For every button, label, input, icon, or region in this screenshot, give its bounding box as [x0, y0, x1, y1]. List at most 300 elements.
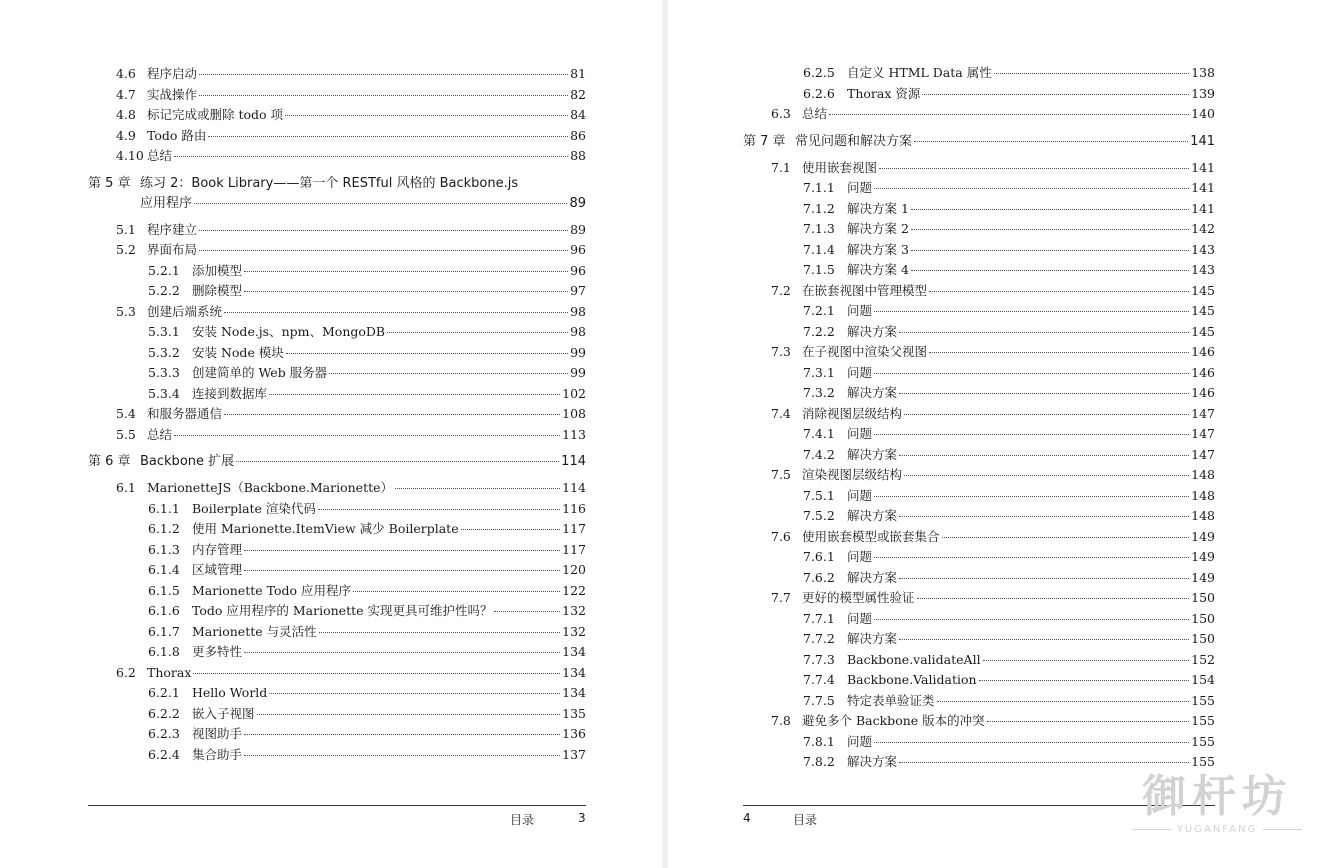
entry-title: 在嵌套视图中管理模型: [802, 282, 928, 298]
entry-title: 更好的模型属性验证: [802, 590, 915, 605]
toc-subsection-entry[interactable]: [743, 84, 1215, 105]
entry-title: 避免多个 Backbone 版本的冲突: [802, 713, 985, 728]
page-number: 89: [570, 221, 586, 237]
entry-title: Boilerplate 渲染代码: [192, 500, 316, 516]
toc-subsection-entry[interactable]: [743, 260, 1215, 281]
entry-title: 区域管理: [192, 562, 243, 577]
entry-title: 渲染视图层级结构: [802, 467, 903, 482]
entry-number: 5.3.2: [148, 344, 180, 360]
leader-dots: [874, 311, 1189, 312]
toc-subsection-entry[interactable]: [88, 281, 586, 302]
toc-section-entry[interactable]: [743, 342, 1215, 363]
entry-number: 5.3.1: [148, 324, 180, 339]
leader-dots: [224, 414, 560, 415]
toc-subsection-entry[interactable]: [88, 601, 586, 622]
chapter-title-cont: 应用程序: [140, 195, 193, 211]
leader-dots: [899, 578, 1189, 579]
entry-title: Todo 应用程序的 Marionette 实现更具可维护性吗？: [192, 603, 493, 618]
toc-section-entry[interactable]: [88, 478, 586, 499]
entry-title: 解决方案: [847, 754, 898, 769]
entry-number: 7.4.1: [803, 426, 835, 441]
toc-subsection-entry[interactable]: [743, 199, 1215, 220]
entry-title: 添加模型: [192, 262, 243, 278]
entry-title: Marionette 与灵活性: [192, 623, 317, 639]
toc-subsection-entry[interactable]: [743, 240, 1215, 261]
entry-title: 自定义 HTML Data 属性: [847, 65, 992, 80]
entry-number: 5.2: [116, 242, 136, 257]
entry-number: 7.8: [771, 713, 791, 728]
page-number: 82: [570, 86, 586, 102]
watermark-logo: [1132, 770, 1302, 835]
leader-dots: [236, 461, 559, 462]
page-number: 141: [1191, 159, 1215, 175]
leader-dots: [994, 73, 1189, 74]
toc-section-entry[interactable]: [743, 281, 1215, 302]
page-number: 149: [1191, 549, 1215, 564]
entry-number: 6.2.6: [803, 85, 835, 101]
toc-subsection-entry[interactable]: [88, 622, 586, 643]
page-number: 145: [1191, 323, 1215, 339]
entry-title: 解决方案: [847, 446, 898, 462]
entry-number: 6.1.5: [148, 582, 180, 598]
page-number: 141: [1190, 133, 1215, 149]
leader-dots: [922, 94, 1189, 95]
leader-dots: [224, 312, 568, 313]
entry-number: 6.2.3: [148, 726, 180, 741]
entry-number: 7.2: [771, 282, 791, 298]
entry-title: 集合助手: [192, 746, 243, 762]
chapter-number: 第 5 章: [88, 175, 131, 191]
leader-dots: [929, 352, 1189, 353]
page-number: 116: [562, 500, 586, 516]
page-number: 155: [1191, 713, 1215, 728]
toc-list-left: [88, 64, 586, 765]
page-number: 150: [1191, 631, 1215, 646]
entry-number: 7.7.4: [803, 672, 835, 687]
footer-page-number: 4: [743, 811, 751, 825]
entry-title: 常见问题和解决方案: [795, 133, 913, 149]
page-number: 140: [1191, 106, 1215, 121]
entry-number: 7.7.5: [803, 692, 835, 708]
toc-section-entry[interactable]: [743, 404, 1215, 425]
entry-number: 5.4: [116, 406, 136, 421]
entry-number: 7.1.5: [803, 262, 835, 277]
leader-dots: [874, 742, 1189, 743]
entry-number: 6.1: [116, 480, 136, 495]
entry-number: 5.1: [116, 221, 136, 237]
entry-title: 使用嵌套模型或嵌套集合: [802, 528, 940, 544]
leader-dots: [874, 619, 1189, 620]
toc-subsection-entry[interactable]: [743, 219, 1215, 240]
leader-dots: [244, 291, 568, 292]
page-number: 147: [1191, 426, 1215, 441]
entry-number: 4.6: [116, 66, 136, 81]
page-number: 108: [562, 406, 586, 421]
entry-title: Backbone 扩展: [140, 454, 235, 469]
leader-dots: [244, 550, 560, 551]
entry-number: 7.6.2: [803, 569, 835, 585]
toc-subsection-entry[interactable]: [88, 363, 586, 384]
toc-page-right: [668, 0, 1330, 868]
leader-dots: [353, 591, 560, 592]
leader-dots: [979, 680, 1190, 681]
toc-subsection-entry[interactable]: [88, 519, 586, 540]
leader-dots: [244, 271, 568, 272]
entry-number: 7.8.1: [803, 733, 835, 749]
toc-subsection-entry[interactable]: [743, 363, 1215, 384]
footer-label: 目录: [793, 813, 818, 827]
page-number: 149: [1191, 569, 1215, 585]
toc-subsection-entry[interactable]: [743, 670, 1215, 691]
entry-title: 内存管理: [192, 541, 243, 557]
leader-dots: [494, 611, 560, 612]
entry-title: 解决方案: [847, 508, 898, 523]
toc-subsection-entry[interactable]: [743, 732, 1215, 753]
toc-chapter-entry[interactable]: [88, 452, 586, 472]
leader-dots: [318, 509, 560, 510]
page-number: 155: [1191, 692, 1215, 708]
entry-title: 连接到数据库: [192, 385, 268, 401]
toc-subsection-entry[interactable]: [743, 322, 1215, 343]
footer-rule: [88, 805, 586, 806]
page-number: 132: [562, 603, 586, 618]
entry-title: 问题: [847, 487, 873, 503]
leader-dots: [874, 496, 1189, 497]
page-number: 134: [562, 644, 586, 659]
entry-title: 消除视图层级结构: [802, 405, 903, 421]
entry-number: 5.5: [116, 426, 136, 442]
leader-dots: [269, 394, 560, 395]
leader-dots: [244, 652, 560, 653]
page-number: 152: [1191, 651, 1215, 667]
leader-dots: [914, 141, 1188, 142]
toc-subsection-entry[interactable]: [88, 343, 586, 364]
leader-dots: [193, 673, 560, 674]
toc-section-entry[interactable]: [743, 711, 1215, 732]
leader-dots: [199, 74, 568, 75]
leader-dots: [244, 755, 560, 756]
page-number: 117: [562, 541, 586, 557]
leader-dots: [208, 136, 568, 137]
page-number: 143: [1191, 262, 1215, 277]
page-number: 143: [1191, 241, 1215, 257]
toc-subsection-entry[interactable]: [743, 506, 1215, 527]
entry-title: Backbone.Validation: [847, 672, 977, 687]
entry-title: 实战操作: [147, 86, 198, 102]
leader-dots: [199, 230, 568, 231]
toc-chapter-entry[interactable]: [743, 132, 1215, 152]
page-number: 147: [1191, 405, 1215, 421]
page-number: 97: [570, 283, 586, 298]
toc-subsection-entry[interactable]: [743, 547, 1215, 568]
entry-number: 6.1.4: [148, 562, 180, 577]
toc-section-entry[interactable]: [88, 85, 586, 106]
leader-dots: [174, 156, 568, 157]
toc-section-entry[interactable]: [743, 465, 1215, 486]
leader-dots: [199, 250, 568, 251]
entry-title: 安装 Node 模块: [192, 344, 284, 360]
entry-number: 4.7: [116, 86, 136, 102]
page-number: 141: [1191, 180, 1215, 195]
toc-section-entry[interactable]: [743, 158, 1215, 179]
page-number: 149: [1191, 528, 1215, 544]
leader-dots: [987, 721, 1190, 722]
entry-title: Hello World: [192, 685, 268, 700]
page-number: 139: [1191, 85, 1215, 101]
entry-title: 问题: [847, 364, 873, 380]
toc-subsection-entry[interactable]: [743, 445, 1215, 466]
toc-section-entry[interactable]: [88, 146, 586, 167]
entry-number: 6.2: [116, 664, 136, 680]
page-number: 81: [570, 66, 586, 81]
page-number: 98: [570, 303, 586, 319]
entry-title: 在子视图中渲染父视图: [802, 344, 928, 359]
entry-number: 5.2.1: [148, 262, 180, 278]
page-number: 114: [562, 480, 586, 495]
leader-dots: [395, 488, 560, 489]
leader-dots: [983, 660, 1190, 661]
toc-subsection-entry[interactable]: [743, 650, 1215, 671]
page-number: 134: [562, 664, 586, 680]
leader-dots: [937, 701, 1190, 702]
entry-title: 程序启动: [147, 66, 198, 81]
entry-title: 特定表单验证类: [847, 692, 935, 708]
toc-subsection-entry[interactable]: [743, 63, 1215, 84]
entry-title: 解决方案 2: [847, 221, 909, 236]
leader-dots: [911, 250, 1189, 251]
page-number: 150: [1191, 610, 1215, 626]
leader-dots: [874, 557, 1189, 558]
entry-title: 问题: [847, 303, 873, 318]
entry-number: 5.3: [116, 303, 136, 319]
toc-section-entry[interactable]: [88, 220, 586, 241]
entry-title: Todo 路由: [147, 127, 207, 143]
toc-subsection-entry[interactable]: [88, 683, 586, 704]
page-number: 142: [1191, 221, 1215, 236]
toc-subsection-entry[interactable]: [88, 745, 586, 766]
entry-title: 使用 Marionette.ItemView 减少 Boilerplate: [192, 521, 459, 536]
entry-title: 解决方案 1: [847, 200, 909, 216]
page-number: 96: [570, 262, 586, 278]
page-number: 141: [1191, 200, 1215, 216]
leader-dots: [269, 693, 560, 694]
entry-number: 7.1.1: [803, 180, 835, 195]
toc-subsection-entry[interactable]: [88, 560, 586, 581]
page-number: 120: [562, 562, 586, 577]
entry-number: 6.2.2: [148, 705, 180, 721]
toc-subsection-entry[interactable]: [743, 301, 1215, 322]
leader-dots: [904, 475, 1189, 476]
entry-title: Marionette Todo 应用程序: [192, 582, 352, 598]
entry-title: 解决方案: [847, 569, 898, 585]
entry-title: 问题: [847, 549, 873, 564]
entry-number: 7.3.2: [803, 385, 835, 400]
entry-title: 和服务器通信: [147, 406, 223, 421]
entry-number: 7.8.2: [803, 754, 835, 769]
entry-number: 5.3.4: [148, 385, 180, 401]
page-number: 145: [1191, 303, 1215, 318]
entry-number: 5.3.3: [148, 365, 180, 380]
toc-subsection-entry[interactable]: [88, 261, 586, 282]
entry-title: 问题: [847, 180, 873, 195]
toc-section-entry[interactable]: [88, 105, 586, 126]
toc-section-entry[interactable]: [88, 302, 586, 323]
toc-section-entry[interactable]: [88, 126, 586, 147]
leader-dots: [829, 114, 1189, 115]
page-number: 114: [561, 454, 586, 469]
entry-number: 7.2.1: [803, 303, 835, 318]
leader-dots: [874, 434, 1189, 435]
leader-dots: [387, 332, 568, 333]
toc-subsection-entry[interactable]: [88, 499, 586, 520]
entry-number: 6.2.4: [148, 746, 180, 762]
leader-dots: [244, 570, 560, 571]
toc-subsection-entry[interactable]: [743, 383, 1215, 404]
leader-dots: [904, 414, 1189, 415]
page-number: 99: [570, 344, 586, 360]
page-number: 138: [1191, 65, 1215, 80]
entry-title: 创建后端系统: [147, 303, 223, 319]
entry-title: 标记完成或删除 todo 项: [147, 107, 284, 122]
entry-number: 7.7.1: [803, 610, 835, 626]
entry-number: 6.1.8: [148, 644, 180, 659]
page-number: 122: [562, 582, 586, 598]
entry-title: 解决方案 4: [847, 262, 909, 277]
toc-subsection-entry[interactable]: [88, 581, 586, 602]
leader-dots: [899, 639, 1189, 640]
entry-number: 6.1.7: [148, 623, 180, 639]
leader-dots: [879, 168, 1189, 169]
entry-number: 7.1.2: [803, 200, 835, 216]
entry-title: 界面布局: [147, 242, 198, 257]
entry-number: 7.1.4: [803, 241, 835, 257]
entry-number: 7.4: [771, 405, 791, 421]
toc-section-entry[interactable]: [88, 404, 586, 425]
leader-dots: [286, 353, 568, 354]
entry-number: 6.2.5: [803, 65, 835, 80]
toc-subsection-entry[interactable]: [88, 540, 586, 561]
leader-dots: [899, 516, 1189, 517]
toc-page-left: [0, 0, 662, 868]
entry-number: 7.5.2: [803, 508, 835, 523]
toc-subsection-entry[interactable]: [743, 486, 1215, 507]
toc-subsection-entry[interactable]: [743, 568, 1215, 589]
entry-number: 第 7 章: [743, 133, 786, 149]
leader-dots: [899, 762, 1189, 763]
entry-number: 6.1.1: [148, 500, 180, 516]
entry-title: 使用嵌套视图: [802, 159, 878, 175]
leader-dots: [874, 373, 1189, 374]
leader-dots: [461, 529, 561, 530]
entry-title: 删除模型: [192, 283, 243, 298]
leader-dots: [329, 373, 568, 374]
page-number: 148: [1191, 508, 1215, 523]
page-number: 99: [570, 365, 586, 380]
entry-number: 第 6 章: [88, 454, 131, 469]
toc-chapter-entry[interactable]: [88, 174, 586, 214]
leader-dots: [899, 393, 1189, 394]
page-number: 96: [570, 242, 586, 257]
page-number: 146: [1191, 364, 1215, 380]
footer-label: 目录: [510, 813, 535, 827]
entry-number: 7.4.2: [803, 446, 835, 462]
toc-section-entry[interactable]: [743, 588, 1215, 609]
toc-subsection-entry[interactable]: [88, 322, 586, 343]
entry-number: 6.1.2: [148, 521, 180, 536]
toc-subsection-entry[interactable]: [88, 724, 586, 745]
toc-section-entry[interactable]: [743, 527, 1215, 548]
footer-page-number: 3: [578, 811, 586, 825]
entry-title: 问题: [847, 733, 873, 749]
leader-dots: [244, 734, 560, 735]
entry-title: 创建简单的 Web 服务器: [192, 365, 328, 380]
entry-number: 5.2.2: [148, 283, 180, 298]
page-number: 98: [570, 324, 586, 339]
leader-dots: [174, 435, 560, 436]
watermark-sub-text: YUGANFANG: [1176, 824, 1258, 835]
page-number: 102: [562, 385, 586, 401]
toc-subsection-entry[interactable]: [88, 704, 586, 725]
page-number: 135: [562, 705, 586, 721]
leader-dots: [911, 209, 1189, 210]
toc-section-entry[interactable]: [743, 104, 1215, 125]
entry-title: 解决方案: [847, 323, 898, 339]
toc-section-entry[interactable]: [88, 425, 586, 446]
toc-subsection-entry[interactable]: [743, 629, 1215, 650]
entry-title: 总结: [802, 106, 828, 121]
toc-subsection-entry[interactable]: [743, 691, 1215, 712]
entry-title: 安装 Node.js、npm、MongoDB: [192, 324, 386, 339]
page-number: 155: [1191, 754, 1215, 769]
entry-number: 7.5.1: [803, 487, 835, 503]
entry-number: 6.3: [771, 106, 791, 121]
leader-dots: [285, 115, 568, 116]
entry-number: 7.1: [771, 159, 791, 175]
entry-number: 4.10: [116, 148, 144, 163]
entry-title: 程序建立: [147, 221, 198, 237]
page-number: 147: [1191, 446, 1215, 462]
leader-dots: [899, 332, 1189, 333]
chapter-title: 练习 2：Book Library——第一个 RESTful 风格的 Backbone.js: [140, 175, 519, 191]
entry-number: 6.2.1: [148, 685, 180, 700]
toc-subsection-entry[interactable]: [743, 609, 1215, 630]
leader-dots: [899, 455, 1189, 456]
toc-section-entry[interactable]: [88, 663, 586, 684]
toc-subsection-entry[interactable]: [88, 384, 586, 405]
toc-subsection-entry[interactable]: [88, 642, 586, 663]
page-number: 137: [562, 746, 586, 762]
toc-subsection-entry[interactable]: [743, 424, 1215, 445]
entry-number: 6.1.3: [148, 541, 180, 557]
entry-number: 7.3.1: [803, 364, 835, 380]
toc-section-entry[interactable]: [88, 240, 586, 261]
entry-title: 总结: [147, 426, 173, 442]
entry-title: 问题: [847, 610, 873, 626]
entry-title: 总结: [147, 148, 173, 163]
toc-subsection-entry[interactable]: [743, 178, 1215, 199]
entry-number: 7.7.3: [803, 651, 835, 667]
entry-number: 4.8: [116, 107, 136, 122]
entry-number: 7.1.3: [803, 221, 835, 236]
entry-title: Thorax 资源: [847, 85, 921, 101]
page-number: 146: [1191, 385, 1215, 400]
leader-dots: [874, 188, 1189, 189]
page-number: 134: [562, 685, 586, 700]
entry-number: 4.9: [116, 127, 136, 143]
toc-section-entry[interactable]: [88, 64, 586, 85]
page-number: 155: [1191, 733, 1215, 749]
entry-title: Backbone.validateAll: [847, 651, 981, 667]
